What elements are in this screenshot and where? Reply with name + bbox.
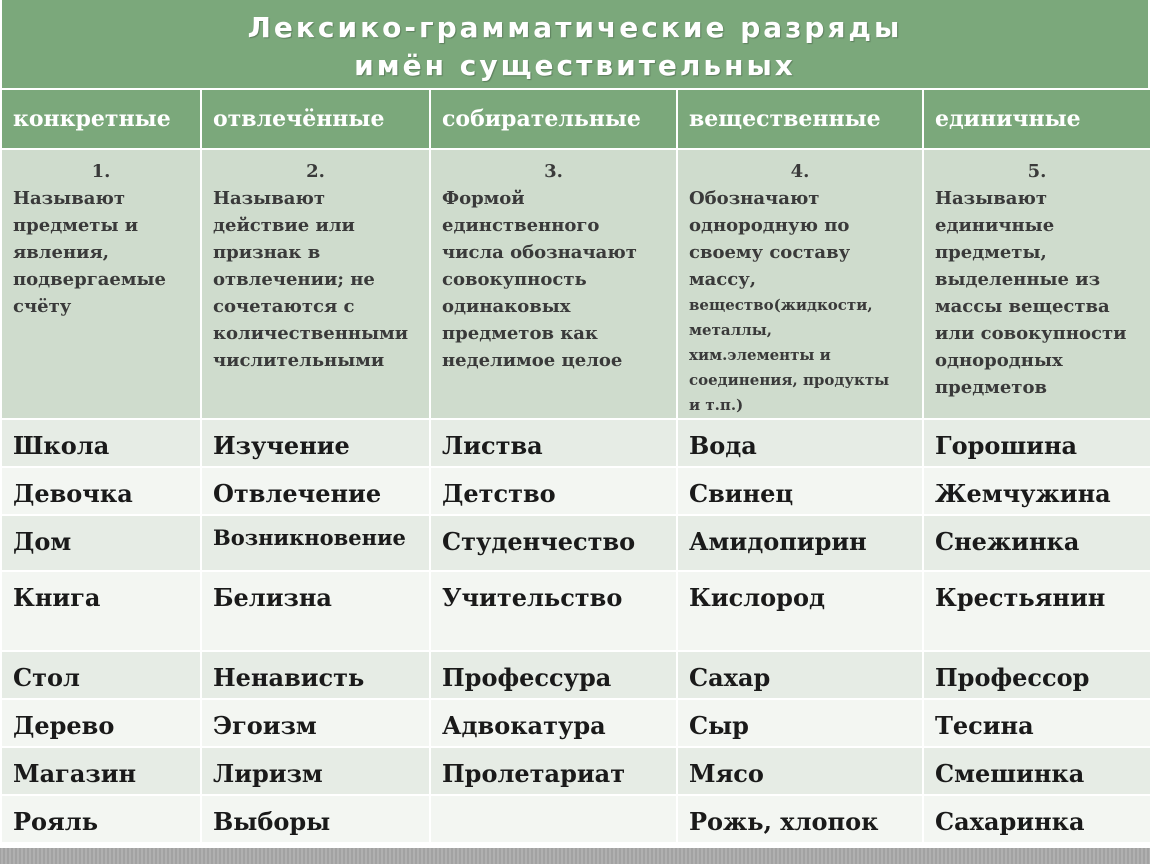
word-cell: Книга — [2, 572, 200, 650]
column-header: вещественные — [678, 90, 922, 148]
word-cell: Пролетариат — [431, 748, 676, 794]
description-line: Называют — [935, 188, 1047, 209]
description-line: предметов как — [442, 323, 598, 344]
description-line: Обозначают — [689, 188, 820, 209]
word-cell: Снежинка — [924, 516, 1150, 570]
word-cell: Сахаринка — [924, 796, 1150, 842]
word-cell: Выборы — [202, 796, 429, 842]
description-line: своему составу — [689, 242, 851, 263]
description-line: одинаковых — [442, 296, 571, 317]
word-cell: Возникновение — [202, 516, 429, 570]
word-cell: Рожь, хлопок — [678, 796, 922, 842]
word-cell: Ненависть — [202, 652, 429, 698]
description-line: Называют — [213, 188, 325, 209]
description-line: предметы и — [13, 215, 139, 236]
word-cell: Дерево — [2, 700, 200, 746]
description-line: числительными — [213, 350, 385, 371]
description-line: или совокупности — [935, 323, 1127, 344]
word-row — [2, 572, 1150, 650]
word-cell: Листва — [431, 420, 676, 466]
word-cell: Сыр — [678, 700, 922, 746]
word-cell: Рояль — [2, 796, 200, 842]
word-cell: Профессура — [431, 652, 676, 698]
word-cell: Учительство — [431, 572, 676, 650]
description-line-small: вещество(жидкости, — [689, 296, 873, 314]
description-line: единичные — [935, 215, 1055, 236]
description-line: неделимое целое — [442, 350, 623, 371]
description-line: подвергаемые — [13, 269, 166, 290]
column-number: 5. — [1027, 161, 1047, 182]
word-cell: Магазин — [2, 748, 200, 794]
title-line-2: имён существительных — [354, 49, 796, 82]
word-cell: Сахар — [678, 652, 922, 698]
column-description — [202, 150, 429, 418]
description-line: массу, — [689, 269, 757, 290]
word-cell: Профессор — [924, 652, 1150, 698]
description-line: единственного — [442, 215, 600, 236]
word-row — [2, 748, 1150, 794]
description-line: предметов — [935, 377, 1047, 398]
word-cell: Лиризм — [202, 748, 429, 794]
word-row — [2, 420, 1150, 466]
word-cell: Свинец — [678, 468, 922, 514]
footer-strip — [0, 848, 1150, 864]
description-line: явления, — [13, 242, 110, 263]
description-line: количественными — [213, 323, 409, 344]
description-line: отвлечении; не — [213, 269, 375, 290]
word-cell: Смешинка — [924, 748, 1150, 794]
description-line: Формой — [442, 188, 525, 209]
word-cell: Студенчество — [431, 516, 676, 570]
column-header: отвлечённые — [202, 90, 429, 148]
description-line: однородную по — [689, 215, 850, 236]
description-line: действие или — [213, 215, 355, 236]
description-line: признак в — [213, 242, 321, 263]
description-line: однородных — [935, 350, 1063, 371]
column-number: 4. — [790, 161, 810, 182]
word-row — [2, 468, 1150, 514]
column-description — [678, 150, 922, 418]
description-line: массы вещества — [935, 296, 1110, 317]
word-cell: Кислород — [678, 572, 922, 650]
word-cell: Девочка — [2, 468, 200, 514]
header-row — [2, 90, 1150, 148]
word-cell: Мясо — [678, 748, 922, 794]
column-description — [431, 150, 676, 418]
word-cell: Крестьянин — [924, 572, 1150, 650]
description-line: счёту — [13, 296, 72, 317]
word-row — [2, 516, 1150, 570]
word-cell — [431, 796, 676, 842]
description-line: предметы, — [935, 242, 1047, 263]
word-cell: Жемчужина — [924, 468, 1150, 514]
word-cell: Вода — [678, 420, 922, 466]
column-number: 1. — [91, 161, 111, 182]
column-number: 3. — [544, 161, 563, 182]
word-cell: Детство — [431, 468, 676, 514]
word-cell: Изучение — [202, 420, 429, 466]
word-cell: Амидопирин — [678, 516, 922, 570]
column-header: конкретные — [2, 90, 200, 148]
word-cell: Стол — [2, 652, 200, 698]
word-cell: Эгоизм — [202, 700, 429, 746]
description-line: Называют — [13, 188, 125, 209]
description-line-small: металлы, — [689, 321, 772, 339]
word-cell: Дом — [2, 516, 200, 570]
word-cell: Горошина — [924, 420, 1150, 466]
word-cell: Адвокатура — [431, 700, 676, 746]
word-row — [2, 652, 1150, 698]
description-line: совокупность — [442, 269, 587, 290]
column-description — [2, 150, 200, 418]
word-cell: Тесина — [924, 700, 1150, 746]
description-line: выделенные из — [935, 269, 1101, 290]
column-header: единичные — [924, 90, 1150, 148]
word-cell: Школа — [2, 420, 200, 466]
column-description — [924, 150, 1150, 418]
description-row — [2, 150, 1150, 418]
page-title — [2, 0, 1148, 88]
word-cell: Отвлечение — [202, 468, 429, 514]
description-line-small: хим.элементы и — [689, 346, 831, 364]
word-row — [2, 700, 1150, 746]
column-header: собирательные — [431, 90, 676, 148]
word-cell: Белизна — [202, 572, 429, 650]
column-number: 2. — [306, 161, 325, 182]
description-line: сочетаются с — [213, 296, 355, 317]
noun-categories-table — [0, 88, 1150, 844]
word-row — [2, 796, 1150, 842]
title-line-1: Лексико-грамматические разряды — [247, 11, 903, 44]
description-line: числа обозначают — [442, 242, 637, 263]
description-line-small: и т.п.) — [689, 396, 744, 414]
description-line-small: соединения, продукты — [689, 371, 890, 389]
